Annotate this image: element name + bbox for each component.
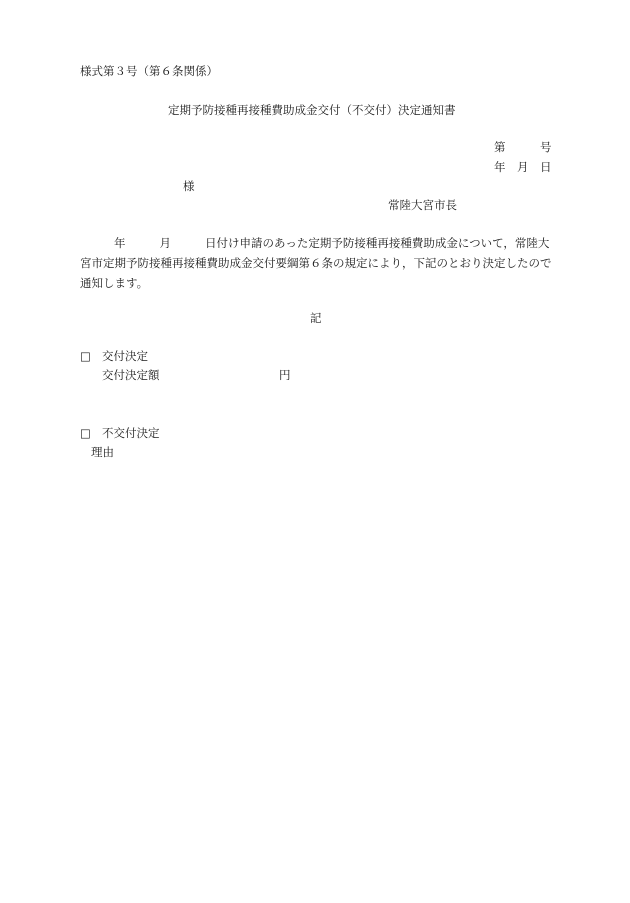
grant-amount-unit: 円 [279, 368, 291, 382]
date-month: 月 [517, 160, 529, 174]
option-grant-label: 交付決定 [102, 349, 148, 363]
checkbox-nongrant[interactable]: □ [80, 426, 91, 440]
recipient-honorific: 様 [183, 179, 195, 193]
body-paragraph [80, 233, 552, 293]
date-day: 日 [540, 160, 552, 174]
form-label: 様式第３号（第６条関係） [80, 64, 218, 78]
checkbox-grant[interactable]: □ [80, 349, 91, 363]
body-month: 月 [159, 236, 171, 250]
grant-amount-label: 交付決定額 [102, 368, 160, 382]
ki-heading: 記 [310, 311, 322, 325]
date-year: 年 [494, 160, 506, 174]
issuer-name: 常陸大宮市長 [388, 198, 457, 212]
body-year: 年 [114, 236, 126, 250]
number-suffix: 号 [540, 140, 552, 154]
body-text: 日付け申請のあった定期予防接種再接種費助成金について，常陸大宮市定期予防接種再接種費助成金交付要綱第６条の規定により，下記のとおり決定したので通知します。 [80, 236, 552, 290]
number-prefix: 第 [494, 140, 506, 154]
document-title: 定期予防接種再接種費助成金交付（不交付）決定通知書 [168, 103, 456, 117]
option-nongrant-label: 不交付決定 [102, 426, 160, 440]
reason-label: 理由 [91, 445, 114, 459]
